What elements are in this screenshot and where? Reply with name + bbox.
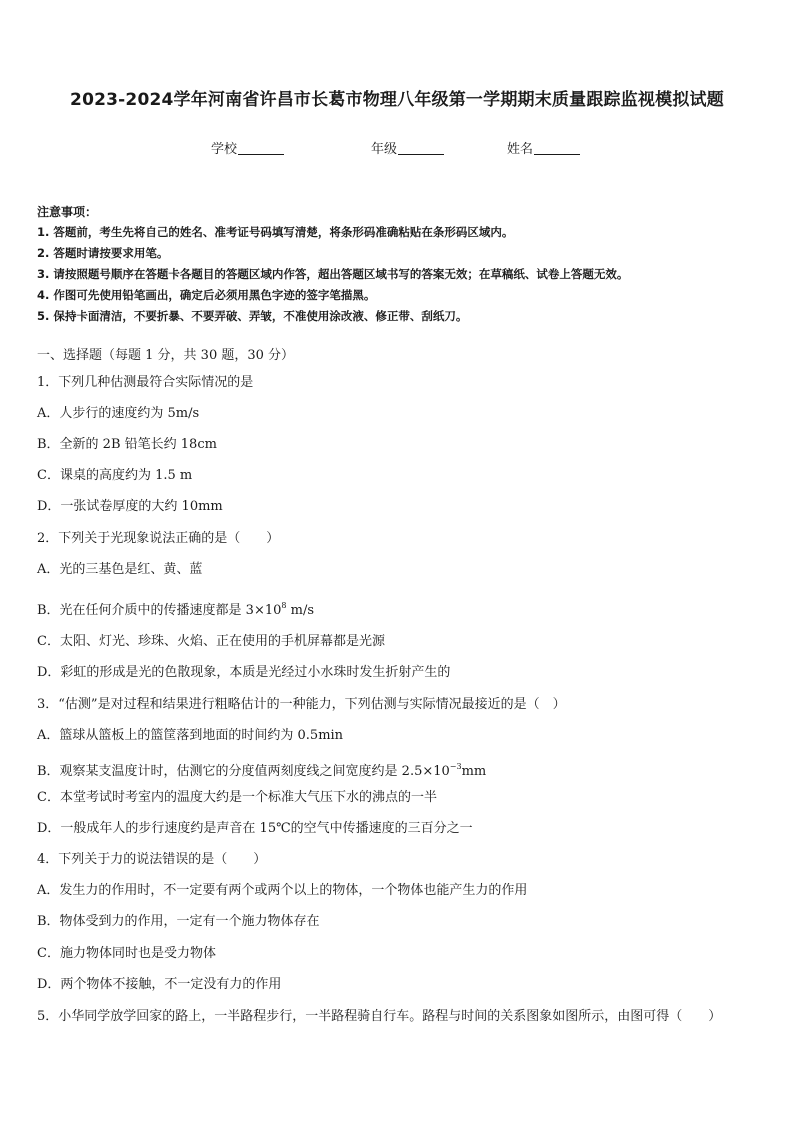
- note-item: 5. 保持卡面清洁，不要折暴、不要弄破、弄皱，不准使用涂改液、修正带、刮纸刀。: [37, 309, 468, 323]
- exam-title: 2023-2024学年河南省许昌市长葛市物理八年级第一学期期末质量跟踪监视模拟试题: [70, 90, 724, 110]
- exponent: 8: [281, 601, 287, 610]
- question-1-stem: 1．下列几种估测最符合实际情况的是: [37, 375, 254, 390]
- grade-label: 年级: [371, 142, 398, 157]
- question-3-option-b: [37, 757, 486, 782]
- question-4-option-d: D．两个物体不接触，不一定没有力的作用: [37, 977, 282, 992]
- note-item: 3. 请按照题号顺序在答题卡各题目的答题区域内作答，超出答题区域书写的答案无效；在草稿纸、试卷上答题无效。: [37, 267, 629, 281]
- name-field: [507, 140, 580, 160]
- option-unit: mm: [461, 764, 487, 779]
- question-3-stem: 3．“估测”是对过程和结果进行粗略估计的一种能力，下列估测与实际情况最接近的是（ ）: [37, 697, 566, 712]
- question-1-option-d: D．一张试卷厚度的大约 10mm: [37, 499, 223, 514]
- question-1-option-c: C．课桌的高度约为 1.5 m: [37, 468, 193, 483]
- name-blank[interactable]: [534, 140, 580, 155]
- question-3-option-c: C．本堂考试时考室内的温度大约是一个标准大气压下水的沸点的一半: [37, 790, 437, 805]
- notes-list: [37, 222, 767, 327]
- school-field: [211, 140, 284, 160]
- section-heading: 一、选择题（每题 1 分，共 30 题，30 分）: [37, 348, 295, 363]
- question-4-option-c: C．施力物体同时也是受力物体: [37, 946, 216, 961]
- question-2-stem: 2．下列关于光现象说法正确的是（ ）: [37, 531, 280, 546]
- question-4-option-b: B．物体受到力的作用，一定有一个施力物体存在: [37, 914, 320, 929]
- student-info-row: [0, 140, 794, 160]
- question-4-option-a: A．发生力的作用时，不一定要有两个或两个以上的物体，一个物体也能产生力的作用: [37, 883, 528, 898]
- grade-blank[interactable]: [398, 140, 444, 155]
- question-3-option-a: A．篮球从篮板上的篮筐落到地面的时间约为 0.5min: [37, 728, 344, 743]
- notes-heading: 注意事项：: [37, 205, 98, 219]
- option-text: B．观察某支温度计时，估测它的分度值两刻度线之间宽度约是 2.5×10: [37, 764, 450, 779]
- school-label: 学校: [211, 142, 238, 157]
- school-blank[interactable]: [238, 140, 284, 155]
- question-2-option-d: D．彩虹的形成是光的色散现象，本质是光经过小水珠时发生折射产生的: [37, 665, 451, 680]
- grade-field: [371, 140, 444, 160]
- name-label: 姓名: [507, 142, 534, 157]
- note-item: 4. 作图可先使用铅笔画出，确定后必须用黑色字迹的签字笔描黑。: [37, 288, 376, 302]
- question-2-option-c: C．太阳、灯光、珍珠、火焰、正在使用的手机屏幕都是光源: [37, 634, 385, 649]
- note-item: 1. 答题前，考生先将自己的姓名、准考证号码填写清楚，将条形码准确粘贴在条形码区域内。: [37, 225, 514, 239]
- question-1-option-b: B．全新的 2B 铅笔长约 18cm: [37, 437, 217, 452]
- option-text: B．光在任何介质中的传播速度都是 3×10: [37, 603, 282, 618]
- question-4-stem: 4．下列关于力的说法错误的是（ ）: [37, 852, 267, 867]
- question-1-option-a: A．人步行的速度约为 5m/s: [37, 406, 200, 421]
- note-item: 2. 答题时请按要求用笔。: [37, 246, 169, 260]
- option-unit: m/s: [286, 603, 315, 618]
- exponent: −3: [449, 762, 462, 771]
- question-3-option-d: D．一般成年人的步行速度约是声音在 15℃的空气中传播速度的三百分之一: [37, 821, 473, 836]
- question-2-option-b: [37, 596, 314, 621]
- question-5-stem: 5．小华同学放学回家的路上，一半路程步行，一半路程骑自行车。路程与时间的关系图象如图所示，由图可得（ ）: [37, 1009, 722, 1024]
- question-2-option-a: A．光的三基色是红、黄、蓝: [37, 562, 203, 577]
